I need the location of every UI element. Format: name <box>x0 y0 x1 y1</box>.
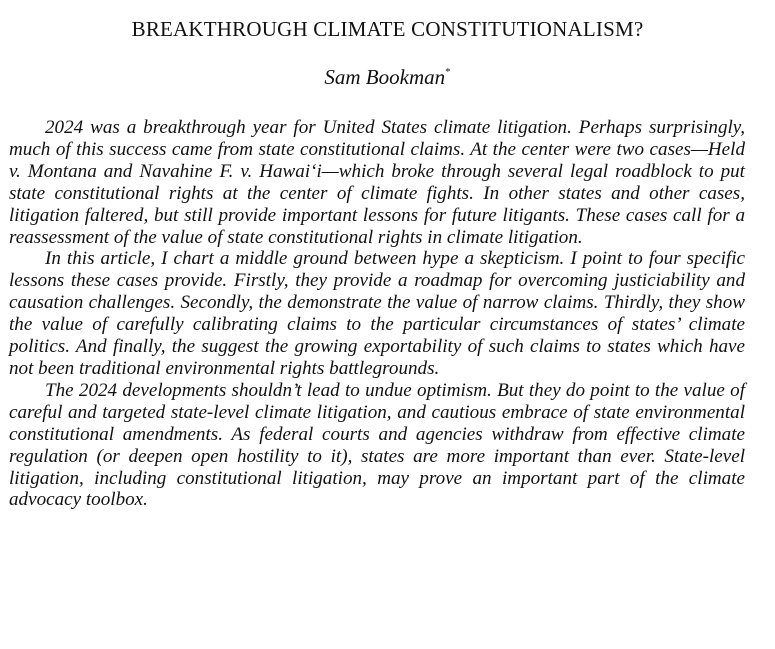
author-name: Sam Bookman <box>324 65 446 89</box>
abstract <box>9 117 745 511</box>
author-line <box>0 64 775 94</box>
paper-title: BREAKTHROUGH CLIMATE CONSTITUTIONALISM? <box>131 17 644 41</box>
abstract-paragraph-3: The 2024 developments shouldn’t lead to undue optimism. But they do point to the value of careful and targeted state-level climate litigation, and cautious embrace of state environmental constitutional amendments. As federal courts and agencies withdraw from effective climate regulation (or deepen open hostility to it), states are more important than ever. State-level litigation, including constitutional litigation, may prove an important part of the climate advocacy toolbox. <box>9 379 745 511</box>
author-footnote-mark[interactable]: * <box>445 66 451 78</box>
abstract-paragraph-1: 2024 was a breakthrough year for United States climate litigation. Perhaps surprisingly, much of this success came from state constitutional claims. At the center were two cases—Held v. Montana and Navahine F. v. Hawai‘i—which broke through several legal roadblock to put state constitutional rights at the center of climate fights. In other states and other cases, litigation faltered, but still provide important lessons for future litigants. These cases call for a reassessment of the value of state constitutional rights in climate litigation. <box>9 117 745 248</box>
abstract-paragraph-2: In this article, I chart a middle ground between hype a skepticism. I point to four specific lessons these cases provide. Firstly, they provide a roadmap for overcoming justiciability and causation challenges. Secondly, the demonstrate the value of narrow claims. Thirdly, they show the value of carefully calibrating claims to the particular circumstances of states’ climate politics. And finally, the suggest the growing exportability of such claims to states which have not been traditional environmental rights battlegrounds. <box>9 248 745 379</box>
